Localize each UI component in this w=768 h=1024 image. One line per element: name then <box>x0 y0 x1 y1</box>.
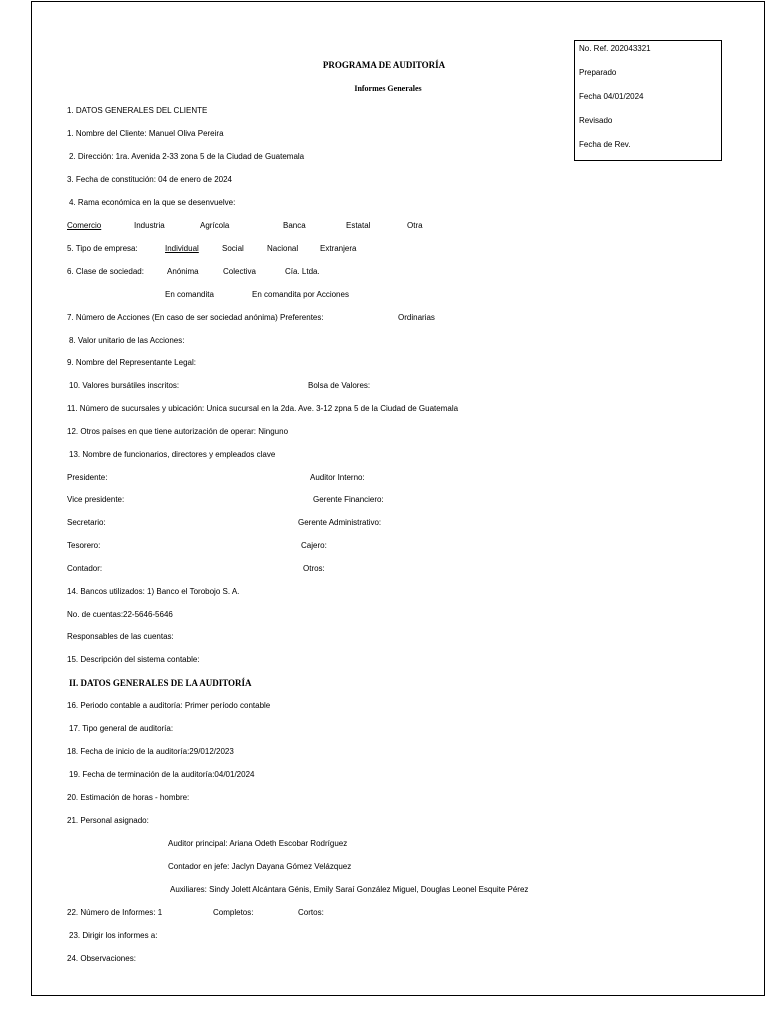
secretario: Secretario: <box>67 518 106 527</box>
incorporation-date: 3. Fecha de constitución: 04 de enero de 2024 <box>67 175 233 184</box>
accounting-system: 15. Descripción del sistema contable: <box>67 655 200 664</box>
securities-registered: 10. Valores bursátiles inscritos: <box>69 381 180 390</box>
contador: Contador: <box>67 564 103 573</box>
clase-cia-ltda: Cía. Ltda. <box>285 267 320 276</box>
economic-branch-label: 4. Rama económica en la que se desenvuelve: <box>69 198 236 207</box>
section1-heading: 1. DATOS GENERALES DEL CLIENTE <box>67 106 208 115</box>
other-countries: 12. Otros países en que tiene autorización de operar: Ninguno <box>67 427 289 436</box>
legal-representative: 9. Nombre del Representante Legal: <box>67 358 196 367</box>
shares-number: 7. Número de Acciones (En caso de ser sociedad anónima) Preferentes: <box>67 313 324 322</box>
clase-en-comandita-acciones: En comandita por Acciones <box>252 290 349 299</box>
rama-otra: Otra <box>407 221 423 230</box>
vice-presidente: Vice presidente: <box>67 495 125 504</box>
rama-agricola: Agrícola <box>200 221 230 230</box>
audit-type: 17. Tipo general de auditoría: <box>69 724 174 733</box>
ref-fecha-rev: Fecha de Rev. <box>579 140 631 149</box>
ref-fecha: Fecha 04/01/2024 <box>579 92 644 101</box>
tipo-extranjera: Extranjera <box>320 244 357 253</box>
page-title: PROGRAMA DE AUDITORÍA <box>322 60 446 70</box>
tipo-nacional: Nacional <box>267 244 299 253</box>
reference-box <box>574 40 722 161</box>
auditor-principal: Auditor principal: Ariana Odeth Escobar Rodríguez <box>168 839 348 848</box>
reports-short: Cortos: <box>298 908 324 917</box>
company-type-label: 5. Tipo de empresa: <box>67 244 138 253</box>
section2-heading: II. DATOS GENERALES DE LA AUDITORÍA <box>69 678 252 688</box>
auditor-interno: Auditor Interno: <box>310 473 365 482</box>
observations: 24. Observaciones: <box>67 954 136 963</box>
auxiliares: Auxiliares: Sindy Jolett Alcántara Génis, Emily Saraí González Miguel, Douglas Leonel Esquite Pérez <box>170 885 529 894</box>
ref-revisado: Revisado <box>579 116 613 125</box>
gerente-financiero: Gerente Financiero: <box>313 495 384 504</box>
otros: Otros: <box>303 564 325 573</box>
cajero: Cajero: <box>301 541 327 550</box>
account-responsibles: Responsables de las cuentas: <box>67 632 174 641</box>
client-name: 1. Nombre del Cliente: Manuel Oliva Pereira <box>67 129 224 138</box>
assigned-staff-label: 21. Personal asignado: <box>67 816 149 825</box>
stock-exchange: Bolsa de Valores: <box>308 381 371 390</box>
audit-end-date: 19. Fecha de terminación de la auditoría:04/01/2024 <box>69 770 255 779</box>
clase-anonima: Anónima <box>167 267 199 276</box>
branches: 11. Número de sucursales y ubicación: Unica sucursal en la 2da. Ave. 3-12 zpna 5 de la Ciudad de Guatemala <box>67 404 459 413</box>
report-recipients: 23. Dirigir los informes a: <box>69 931 158 940</box>
clase-colectiva: Colectiva <box>223 267 256 276</box>
key-officials-heading: 13. Nombre de funcionarios, directores y empleados clave <box>69 450 276 459</box>
shares-ordinary: Ordinarias <box>398 313 435 322</box>
man-hours-estimate: 20. Estimación de horas - hombre: <box>67 793 190 802</box>
rama-estatal: Estatal <box>346 221 371 230</box>
gerente-administrativo: Gerente Administrativo: <box>298 518 382 527</box>
page-subtitle: Informes Generales <box>354 84 422 93</box>
accounting-period: 16. Periodo contable a auditoría: Primer período contable <box>67 701 271 710</box>
rama-banca: Banca <box>283 221 306 230</box>
rama-comercio: Comercio <box>67 221 102 230</box>
tipo-individual: Individual <box>165 244 199 253</box>
reports-complete: Completos: <box>213 908 254 917</box>
banks-used: 14. Bancos utilizados: 1) Banco el Torobojo S. A. <box>67 587 240 596</box>
report-count: 22. Número de Informes: 1 <box>67 908 163 917</box>
audit-start-date: 18. Fecha de inicio de la auditoría:29/012/2023 <box>67 747 234 756</box>
ref-preparado: Preparado <box>579 68 617 77</box>
contador-jefe: Contador en jefe: Jaclyn Dayana Gómez Velázquez <box>168 862 352 871</box>
company-class-label: 6. Clase de sociedad: <box>67 267 144 276</box>
presidente: Presidente: <box>67 473 108 482</box>
share-unit-value: 8. Valor unitario de las Acciones: <box>69 336 185 345</box>
ref-number: No. Ref. 202043321 <box>579 44 651 53</box>
account-numbers: No. de cuentas:22-5646-5646 <box>67 610 173 619</box>
rama-industria: Industria <box>134 221 165 230</box>
tesorero: Tesorero: <box>67 541 101 550</box>
clase-en-comandita: En comandita <box>165 290 214 299</box>
tipo-social: Social <box>222 244 244 253</box>
client-address: 2. Dirección: 1ra. Avenida 2-33 zona 5 de la Ciudad de Guatemala <box>69 152 305 161</box>
